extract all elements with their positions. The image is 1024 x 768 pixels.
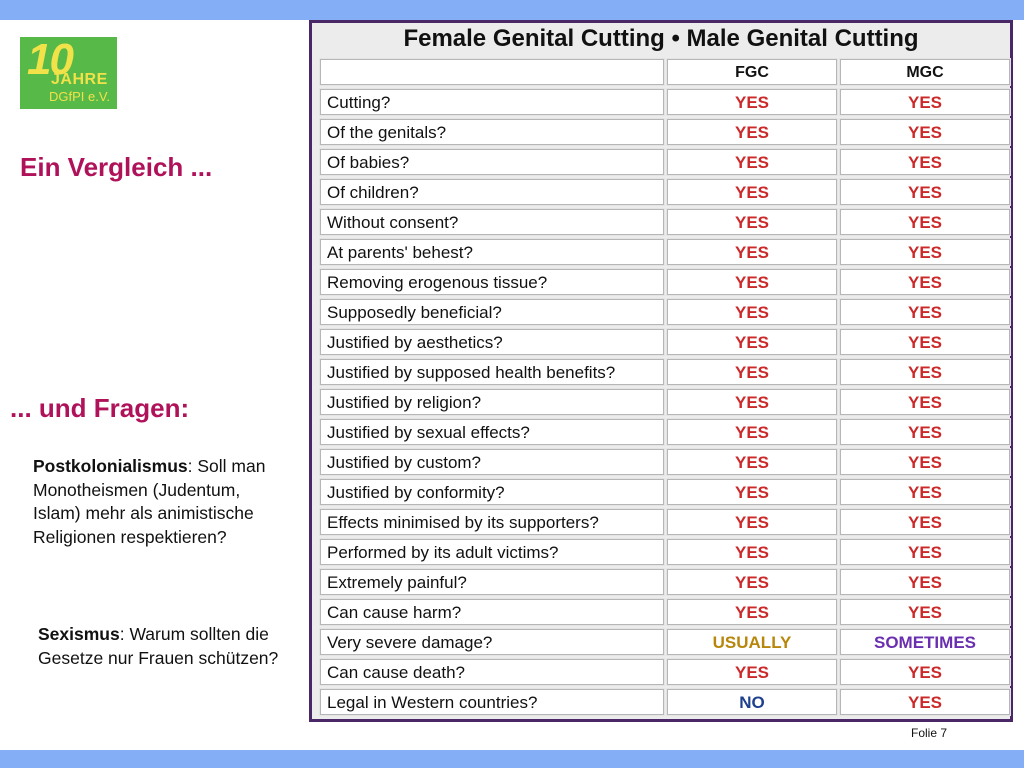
- mgc-cell: YES: [840, 179, 1010, 205]
- mgc-cell: YES: [840, 329, 1010, 355]
- fgc-cell: USUALLY: [667, 629, 837, 655]
- mgc-cell: YES: [840, 269, 1010, 295]
- fgc-cell: YES: [667, 119, 837, 145]
- fgc-cell: NO: [667, 689, 837, 715]
- question-cell: Very severe damage?: [320, 629, 664, 655]
- logo-number: 10: [27, 37, 72, 84]
- question-cell: At parents' behest?: [320, 239, 664, 265]
- fgc-cell: YES: [667, 419, 837, 445]
- paragraph-postcolonialism-text: : Soll man Monotheismen (Judentum, Islam) mehr als animistische Religionen respektieren?: [33, 456, 266, 547]
- table-row: [318, 209, 1009, 235]
- table-row: [318, 119, 1009, 145]
- fgc-cell: YES: [667, 539, 837, 565]
- question-cell: Can cause harm?: [320, 599, 664, 625]
- table-row: [318, 329, 1009, 355]
- mgc-cell: YES: [840, 89, 1010, 115]
- paragraph-postcolonialism-term: Postkolonialismus: [33, 456, 188, 476]
- table-row: [318, 419, 1009, 445]
- fgc-cell: YES: [667, 659, 837, 685]
- fgc-cell: YES: [667, 599, 837, 625]
- mgc-cell: YES: [840, 659, 1010, 685]
- fgc-cell: YES: [667, 149, 837, 175]
- mgc-cell: SOMETIMES: [840, 629, 1010, 655]
- table-row: [318, 509, 1009, 535]
- question-cell: Extremely painful?: [320, 569, 664, 595]
- mgc-cell: YES: [840, 539, 1010, 565]
- heading-questions: ... und Fragen:: [10, 393, 190, 423]
- mgc-cell: YES: [840, 299, 1010, 325]
- question-cell: Justified by supposed health benefits?: [320, 359, 664, 385]
- table-row: [318, 269, 1009, 295]
- header-question-cell: [320, 59, 664, 85]
- mgc-cell: YES: [840, 119, 1010, 145]
- paragraph-postcolonialism: [33, 455, 283, 549]
- heading-compare: Ein Vergleich ...: [20, 152, 213, 182]
- mgc-cell: YES: [840, 239, 1010, 265]
- mgc-cell: YES: [840, 419, 1010, 445]
- top-bar: [0, 0, 1024, 20]
- mgc-cell: YES: [840, 149, 1010, 175]
- mgc-cell: YES: [840, 359, 1010, 385]
- comparison-image: [309, 20, 1013, 722]
- table-row: [318, 539, 1009, 565]
- fgc-cell: YES: [667, 479, 837, 505]
- mgc-cell: YES: [840, 479, 1010, 505]
- fgc-cell: YES: [667, 569, 837, 595]
- dgfpi-logo: [20, 37, 117, 109]
- fgc-cell: YES: [667, 179, 837, 205]
- fgc-cell: YES: [667, 509, 837, 535]
- paragraph-sexism: [38, 623, 283, 670]
- table-row: [318, 689, 1009, 715]
- fgc-cell: YES: [667, 359, 837, 385]
- table-row: [318, 449, 1009, 475]
- table-row: [318, 359, 1009, 385]
- question-cell: Of children?: [320, 179, 664, 205]
- bottom-bar: [0, 750, 1024, 768]
- fgc-cell: YES: [667, 209, 837, 235]
- question-cell: Supposedly beneficial?: [320, 299, 664, 325]
- fgc-cell: YES: [667, 269, 837, 295]
- table-row: [318, 239, 1009, 265]
- question-cell: Legal in Western countries?: [320, 689, 664, 715]
- paragraph-sexism-term: Sexismus: [38, 624, 120, 644]
- table-row: [318, 179, 1009, 205]
- question-cell: Justified by religion?: [320, 389, 664, 415]
- mgc-cell: YES: [840, 509, 1010, 535]
- fgc-cell: YES: [667, 329, 837, 355]
- fgc-cell: YES: [667, 239, 837, 265]
- paragraph-sexism-text: : Warum sollten die Gesetze nur Frauen schützen?: [38, 624, 279, 668]
- mgc-cell: YES: [840, 599, 1010, 625]
- table-row: [318, 389, 1009, 415]
- table-row: [318, 569, 1009, 595]
- table-row: [318, 479, 1009, 505]
- logo-word: JAHRE: [51, 71, 108, 88]
- table-row: [318, 659, 1009, 685]
- logo-org: DGfPI e.V.: [49, 89, 110, 104]
- table-row: [318, 599, 1009, 625]
- mgc-cell: YES: [840, 569, 1010, 595]
- mgc-cell: YES: [840, 449, 1010, 475]
- slide-number: Folie 7: [911, 726, 948, 740]
- question-cell: Of the genitals?: [320, 119, 664, 145]
- table-row: [318, 89, 1009, 115]
- fgc-cell: YES: [667, 389, 837, 415]
- table-row: [318, 299, 1009, 325]
- fgc-cell: YES: [667, 89, 837, 115]
- header-mgc: MGC: [840, 59, 1010, 85]
- mgc-cell: YES: [840, 689, 1010, 715]
- comparison-title: Female Genital Cutting • Male Genital Cutting: [403, 25, 919, 52]
- table-row: [318, 149, 1009, 175]
- table-row: [318, 629, 1009, 655]
- question-cell: Can cause death?: [320, 659, 664, 685]
- question-cell: Performed by its adult victims?: [320, 539, 664, 565]
- fgc-cell: YES: [667, 299, 837, 325]
- question-cell: Justified by aesthetics?: [320, 329, 664, 355]
- header-fgc: FGC: [667, 59, 837, 85]
- question-cell: Justified by sexual effects?: [320, 419, 664, 445]
- question-cell: Cutting?: [320, 89, 664, 115]
- question-cell: Justified by conformity?: [320, 479, 664, 505]
- comparison-header-row: [318, 59, 1009, 85]
- mgc-cell: YES: [840, 389, 1010, 415]
- fgc-cell: YES: [667, 449, 837, 475]
- question-cell: Effects minimised by its supporters?: [320, 509, 664, 535]
- comparison-table: [318, 59, 1009, 719]
- question-cell: Of babies?: [320, 149, 664, 175]
- mgc-cell: YES: [840, 209, 1010, 235]
- question-cell: Removing erogenous tissue?: [320, 269, 664, 295]
- question-cell: Without consent?: [320, 209, 664, 235]
- question-cell: Justified by custom?: [320, 449, 664, 475]
